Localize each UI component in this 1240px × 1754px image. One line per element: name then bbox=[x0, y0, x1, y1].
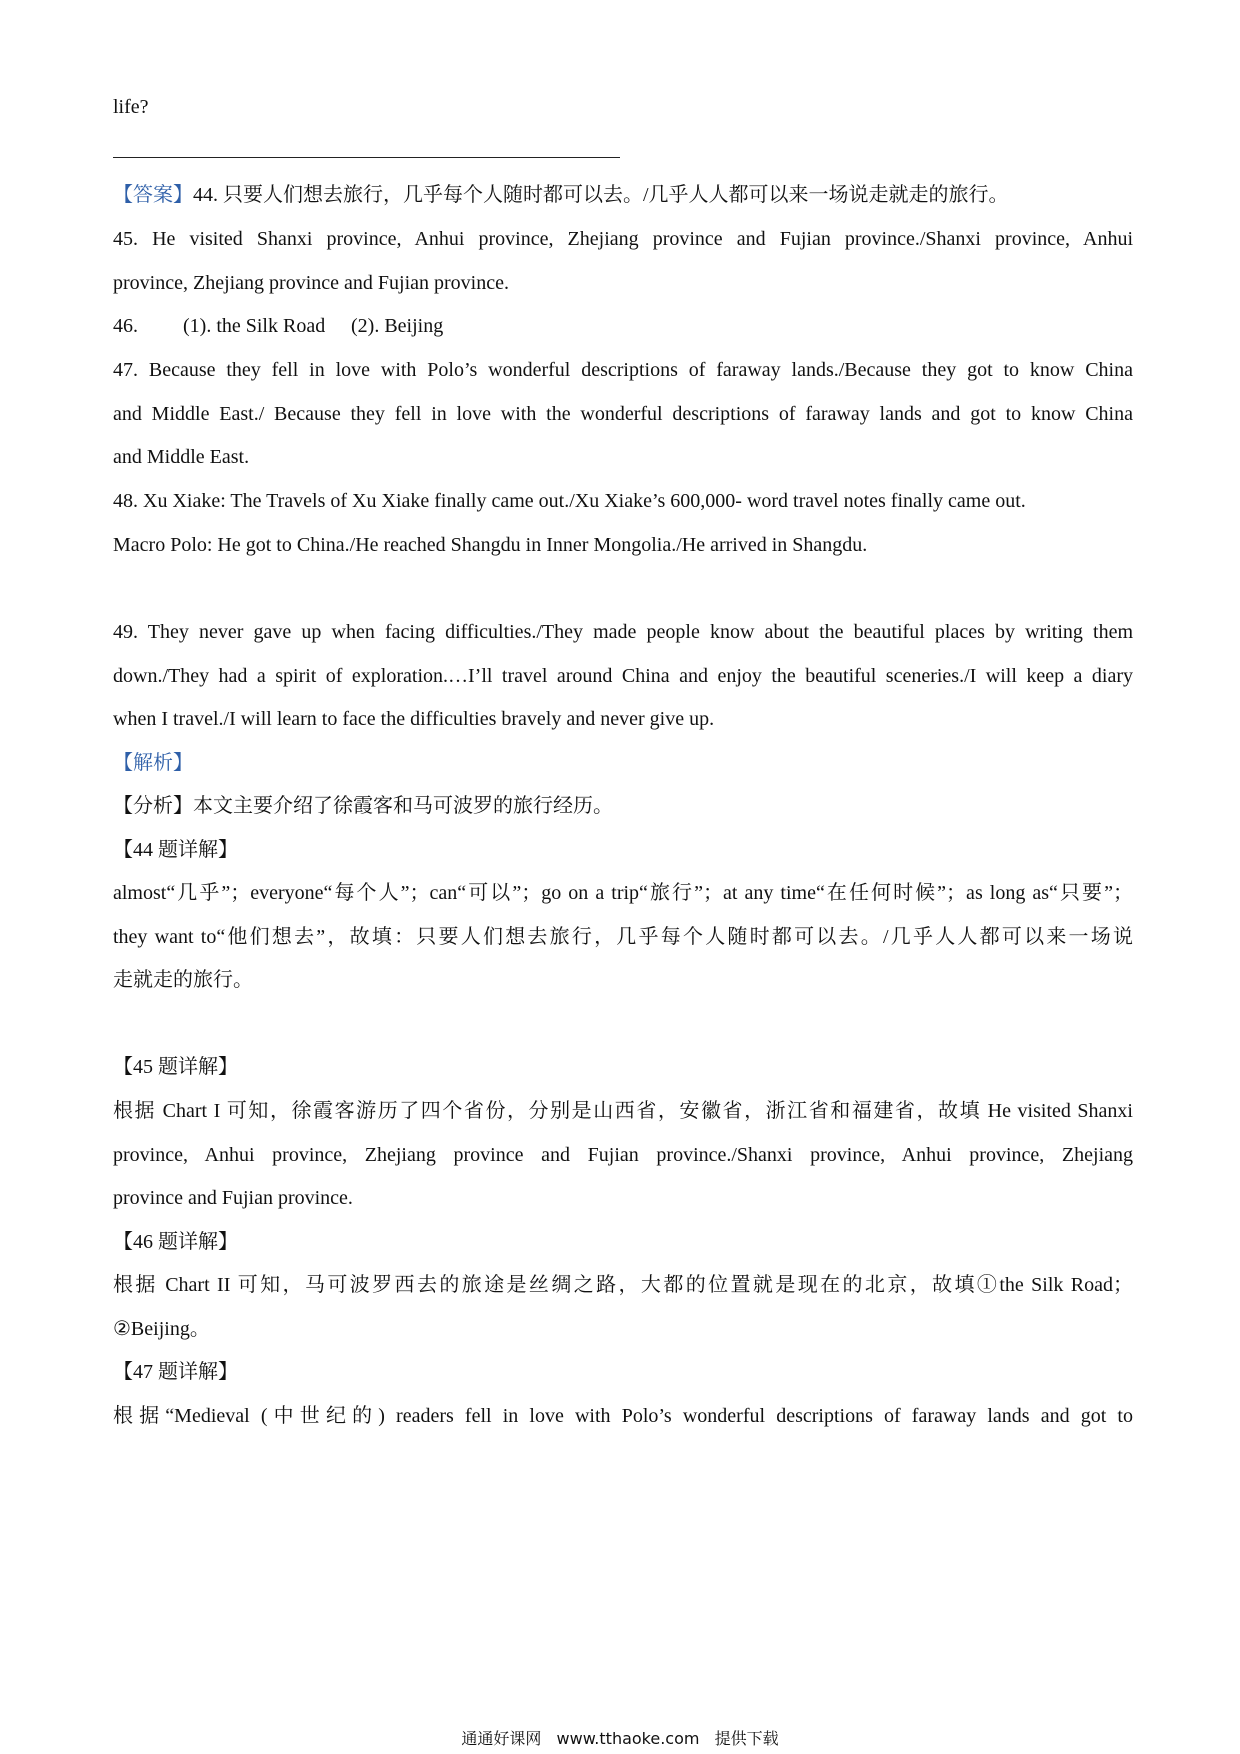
q45-line-2: province, Anhui province, Zhejiang province and Fujian province./Shanxi province, Anhui province, Zhejiang bbox=[113, 1144, 1133, 1166]
analysis-summary: 【分析】本文主要介绍了徐霞客和马可波罗的旅行经历。 bbox=[113, 795, 613, 817]
answer-47-line-1: 47. Because they fell in love with Polo’s wonderful descriptions of faraway lands./Because they got to know China bbox=[113, 359, 1133, 381]
answer-45-line-1: 45. He visited Shanxi province, Anhui province, Zhejiang province and Fujian province./Shanxi province, Anhui bbox=[113, 228, 1133, 250]
answer-44-text: 44. 只要人们想去旅行，几乎每个人随时都可以去。/几乎人人都可以来一场说走就走的旅行。 bbox=[193, 184, 1009, 206]
top-fragment: life? bbox=[113, 96, 149, 118]
answer-48-line-1: 48. Xu Xiake: The Travels of Xu Xiake finally came out./Xu Xiake’s 600,000- word travel notes finally came out. bbox=[113, 490, 1026, 512]
q44-heading: 【44 题详解】 bbox=[113, 839, 238, 861]
answer-47-line-2: and Middle East./ Because they fell in love with the wonderful descriptions of faraway lands and got to know China bbox=[113, 403, 1133, 425]
analysis-label: 【解析】 bbox=[113, 752, 193, 774]
answer-label: 【答案】 bbox=[113, 184, 193, 206]
page-footer bbox=[0, 1728, 1240, 1750]
q46-line-1: 根据 Chart II 可知，马可波罗西去的旅途是丝绸之路，大都的位置就是现在的北京，故填①the Silk Road； bbox=[113, 1274, 1133, 1296]
q44-line-2: they want to“他们想去”，故填：只要人们想去旅行，几乎每个人随时都可以去。/几乎人人都可以来一场说 bbox=[113, 926, 1133, 948]
q44-line-1: almost“几乎”；everyone“每个人”；can“可以”；go on a trip“旅行”；at any time“在任何时候”；as long as“只要”； bbox=[113, 882, 1133, 904]
q45-heading: 【45 题详解】 bbox=[113, 1056, 238, 1078]
q44-line-3: 走就走的旅行。 bbox=[113, 969, 253, 991]
answer-48-line-2: Macro Polo: He got to China./He reached Shangdu in Inner Mongolia./He arrived in Shangdu. bbox=[113, 534, 868, 556]
q46-heading: 【46 题详解】 bbox=[113, 1231, 238, 1253]
footer-suffix: 提供下载 bbox=[714, 1729, 779, 1748]
q45-line-1: 根据 Chart I 可知，徐霞客游历了四个省份，分别是山西省，安徽省，浙江省和福建省，故填 He visited Shanxi bbox=[113, 1100, 1133, 1122]
footer-site-name: 通通好课网 bbox=[461, 1729, 542, 1748]
answer-46-number: 46. bbox=[113, 315, 138, 337]
answer-46-item-1: (1). the Silk Road bbox=[183, 315, 326, 337]
answer-blank-rule bbox=[113, 157, 620, 158]
answer-44 bbox=[113, 181, 1133, 209]
answer-45-line-2: province, Zhejiang province and Fujian province. bbox=[113, 272, 509, 294]
q47-heading: 【47 题详解】 bbox=[113, 1361, 238, 1383]
answer-49-line-2: down./They had a spirit of exploration.…I’ll travel around China and enjoy the beautiful sceneries./I will keep a diary bbox=[113, 665, 1133, 687]
answer-49-line-3: when I travel./I will learn to face the difficulties bravely and never give up. bbox=[113, 708, 715, 730]
answer-49-line-1: 49. They never gave up when facing difficulties./They made people know about the beautiful places by writing them bbox=[113, 621, 1133, 643]
footer-url[interactable]: www.tthaoke.com bbox=[556, 1729, 700, 1748]
answer-46 bbox=[113, 312, 1133, 340]
answer-47-line-3: and Middle East. bbox=[113, 446, 250, 468]
q47-line-1: 根据“Medieval (中世纪的) readers fell in love with Polo’s wonderful descriptions of faraway lands and got to bbox=[113, 1405, 1133, 1427]
q46-line-2: ②Beijing。 bbox=[113, 1318, 210, 1340]
q45-line-3: province and Fujian province. bbox=[113, 1187, 353, 1209]
answer-46-item-2: (2). Beijing bbox=[351, 315, 444, 337]
